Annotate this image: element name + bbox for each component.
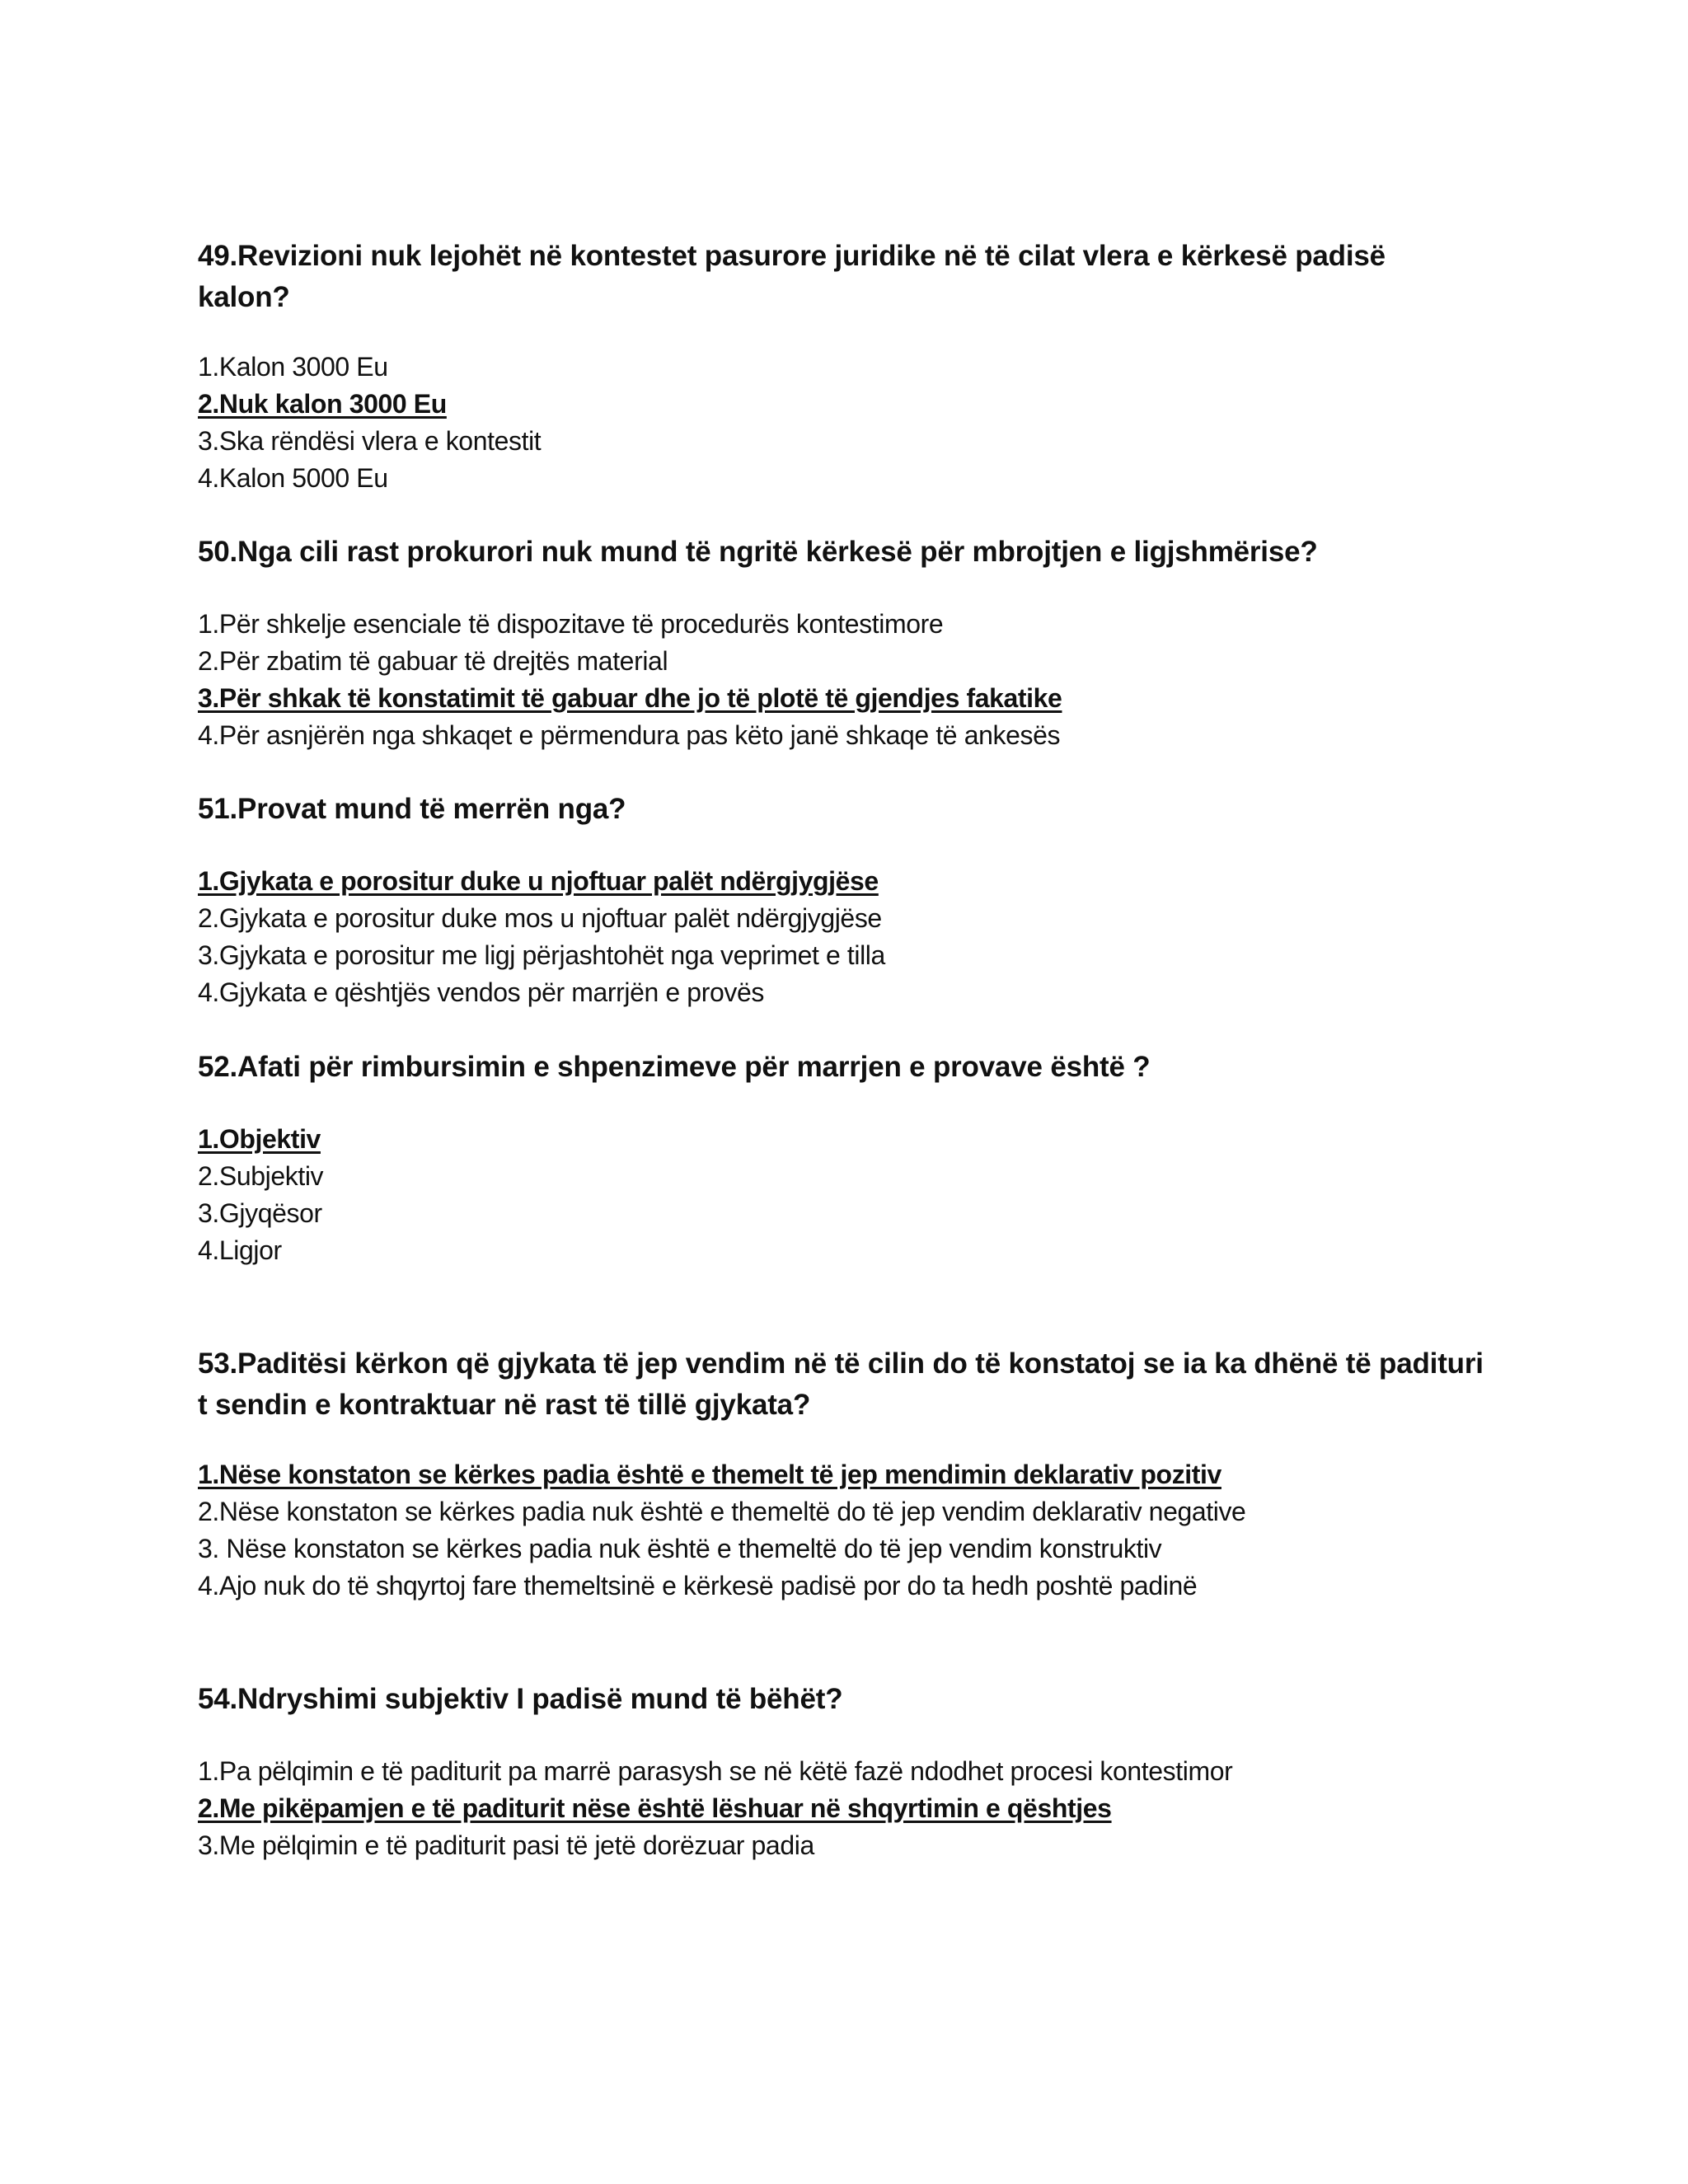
answer-option: 1.Për shkelje esenciale të dispozitave të procedurës kontestimore (198, 609, 944, 639)
question-text: 52.Afati për rimbursimin e shpenzimeve për marrjen e provave është ? (198, 1051, 1151, 1083)
answer-list (198, 1456, 1484, 1605)
correct-answer-option: 3.Për shkak të konstatimit të gabuar dhe jo të plotë të gjendjes fakatike (198, 683, 1062, 713)
answer-option: 2.Subjektiv (198, 1161, 324, 1191)
answer-list (198, 1753, 1484, 1864)
question-block (198, 236, 1484, 497)
question-block (198, 1047, 1484, 1269)
correct-answer-option: 1.Nëse konstaton se kërkes padia është e themelt të jep mendimin deklarativ pozitiv (198, 1460, 1221, 1489)
quiz-page (198, 236, 1484, 1864)
question-text: 49.Revizioni nuk lejohët në kontestet pasurore juridike në të cilat vlera e kërkesë padisë kalon? (198, 240, 1386, 313)
answer-option: 2.Nëse konstaton se kërkes padia nuk është e themeltë do të jep vendim deklarativ negative (198, 1497, 1246, 1526)
correct-answer-option: 2.Me pikëpamjen e të paditurit nëse është lëshuar në shqyrtimin e qështjes (198, 1793, 1112, 1823)
question-block (198, 532, 1484, 754)
question-block (198, 789, 1484, 1011)
answer-option: 4.Për asnjërën nga shkaqet e përmendura pas këto janë shkaqe të ankesës (198, 720, 1061, 750)
question-block (198, 1679, 1484, 1864)
answer-list (198, 1121, 1484, 1269)
answer-option: 4.Gjykata e qështjës vendos për marrjën e provës (198, 977, 764, 1007)
answer-option: 1.Pa pëlqimin e të paditurit pa marrë parasysh se në këtë fazë ndodhet procesi kontestimor (198, 1756, 1233, 1786)
answer-option: 3.Gjykata e porositur me ligj përjashtohët nga veprimet e tilla (198, 940, 885, 970)
answer-option: 3.Me pëlqimin e të paditurit pasi të jetë dorëzuar padia (198, 1830, 814, 1860)
answer-option: 3.Gjyqësor (198, 1198, 322, 1228)
correct-answer-option: 1.Objektiv (198, 1124, 321, 1154)
question-text: 54.Ndryshimi subjektiv I padisë mund të bëhët? (198, 1683, 843, 1715)
answer-list (198, 606, 1484, 754)
correct-answer-option: 1.Gjykata e porositur duke u njoftuar palët ndërgjygjëse (198, 866, 879, 896)
correct-answer-option: 2.Nuk kalon 3000 Eu (198, 389, 447, 419)
answer-option: 4.Ligjor (198, 1235, 282, 1265)
answer-option: 2.Për zbatim të gabuar të drejtës material (198, 646, 668, 676)
question-text: 50.Nga cili rast prokurori nuk mund të ngritë kërkesë për mbrojtjen e ligjshmërise? (198, 536, 1318, 568)
answer-list (198, 349, 1484, 497)
question-block (198, 1343, 1484, 1605)
answer-option: 4.Ajo nuk do të shqyrtoj fare themeltsinë e kërkesë padisë por do ta hedh poshtë padinë (198, 1571, 1198, 1601)
answer-option: 3.Ska rëndësi vlera e kontestit (198, 426, 542, 456)
question-text: 53.Paditësi kërkon që gjykata të jep vendim në të cilin do të konstatoj se ia ka dhënë të padituri t sendin e kontraktuar në rast të tillë gjykata? (198, 1347, 1484, 1421)
answer-option: 3. Nëse konstaton se kërkes padia nuk është e themeltë do të jep vendim konstruktiv (198, 1534, 1162, 1563)
answer-option: 1.Kalon 3000 Eu (198, 352, 388, 382)
answer-option: 4.Kalon 5000 Eu (198, 463, 388, 493)
question-text: 51.Provat mund të merrën nga? (198, 793, 626, 825)
answer-list (198, 863, 1484, 1011)
answer-option: 2.Gjykata e porositur duke mos u njoftuar palët ndërgjygjëse (198, 903, 882, 933)
